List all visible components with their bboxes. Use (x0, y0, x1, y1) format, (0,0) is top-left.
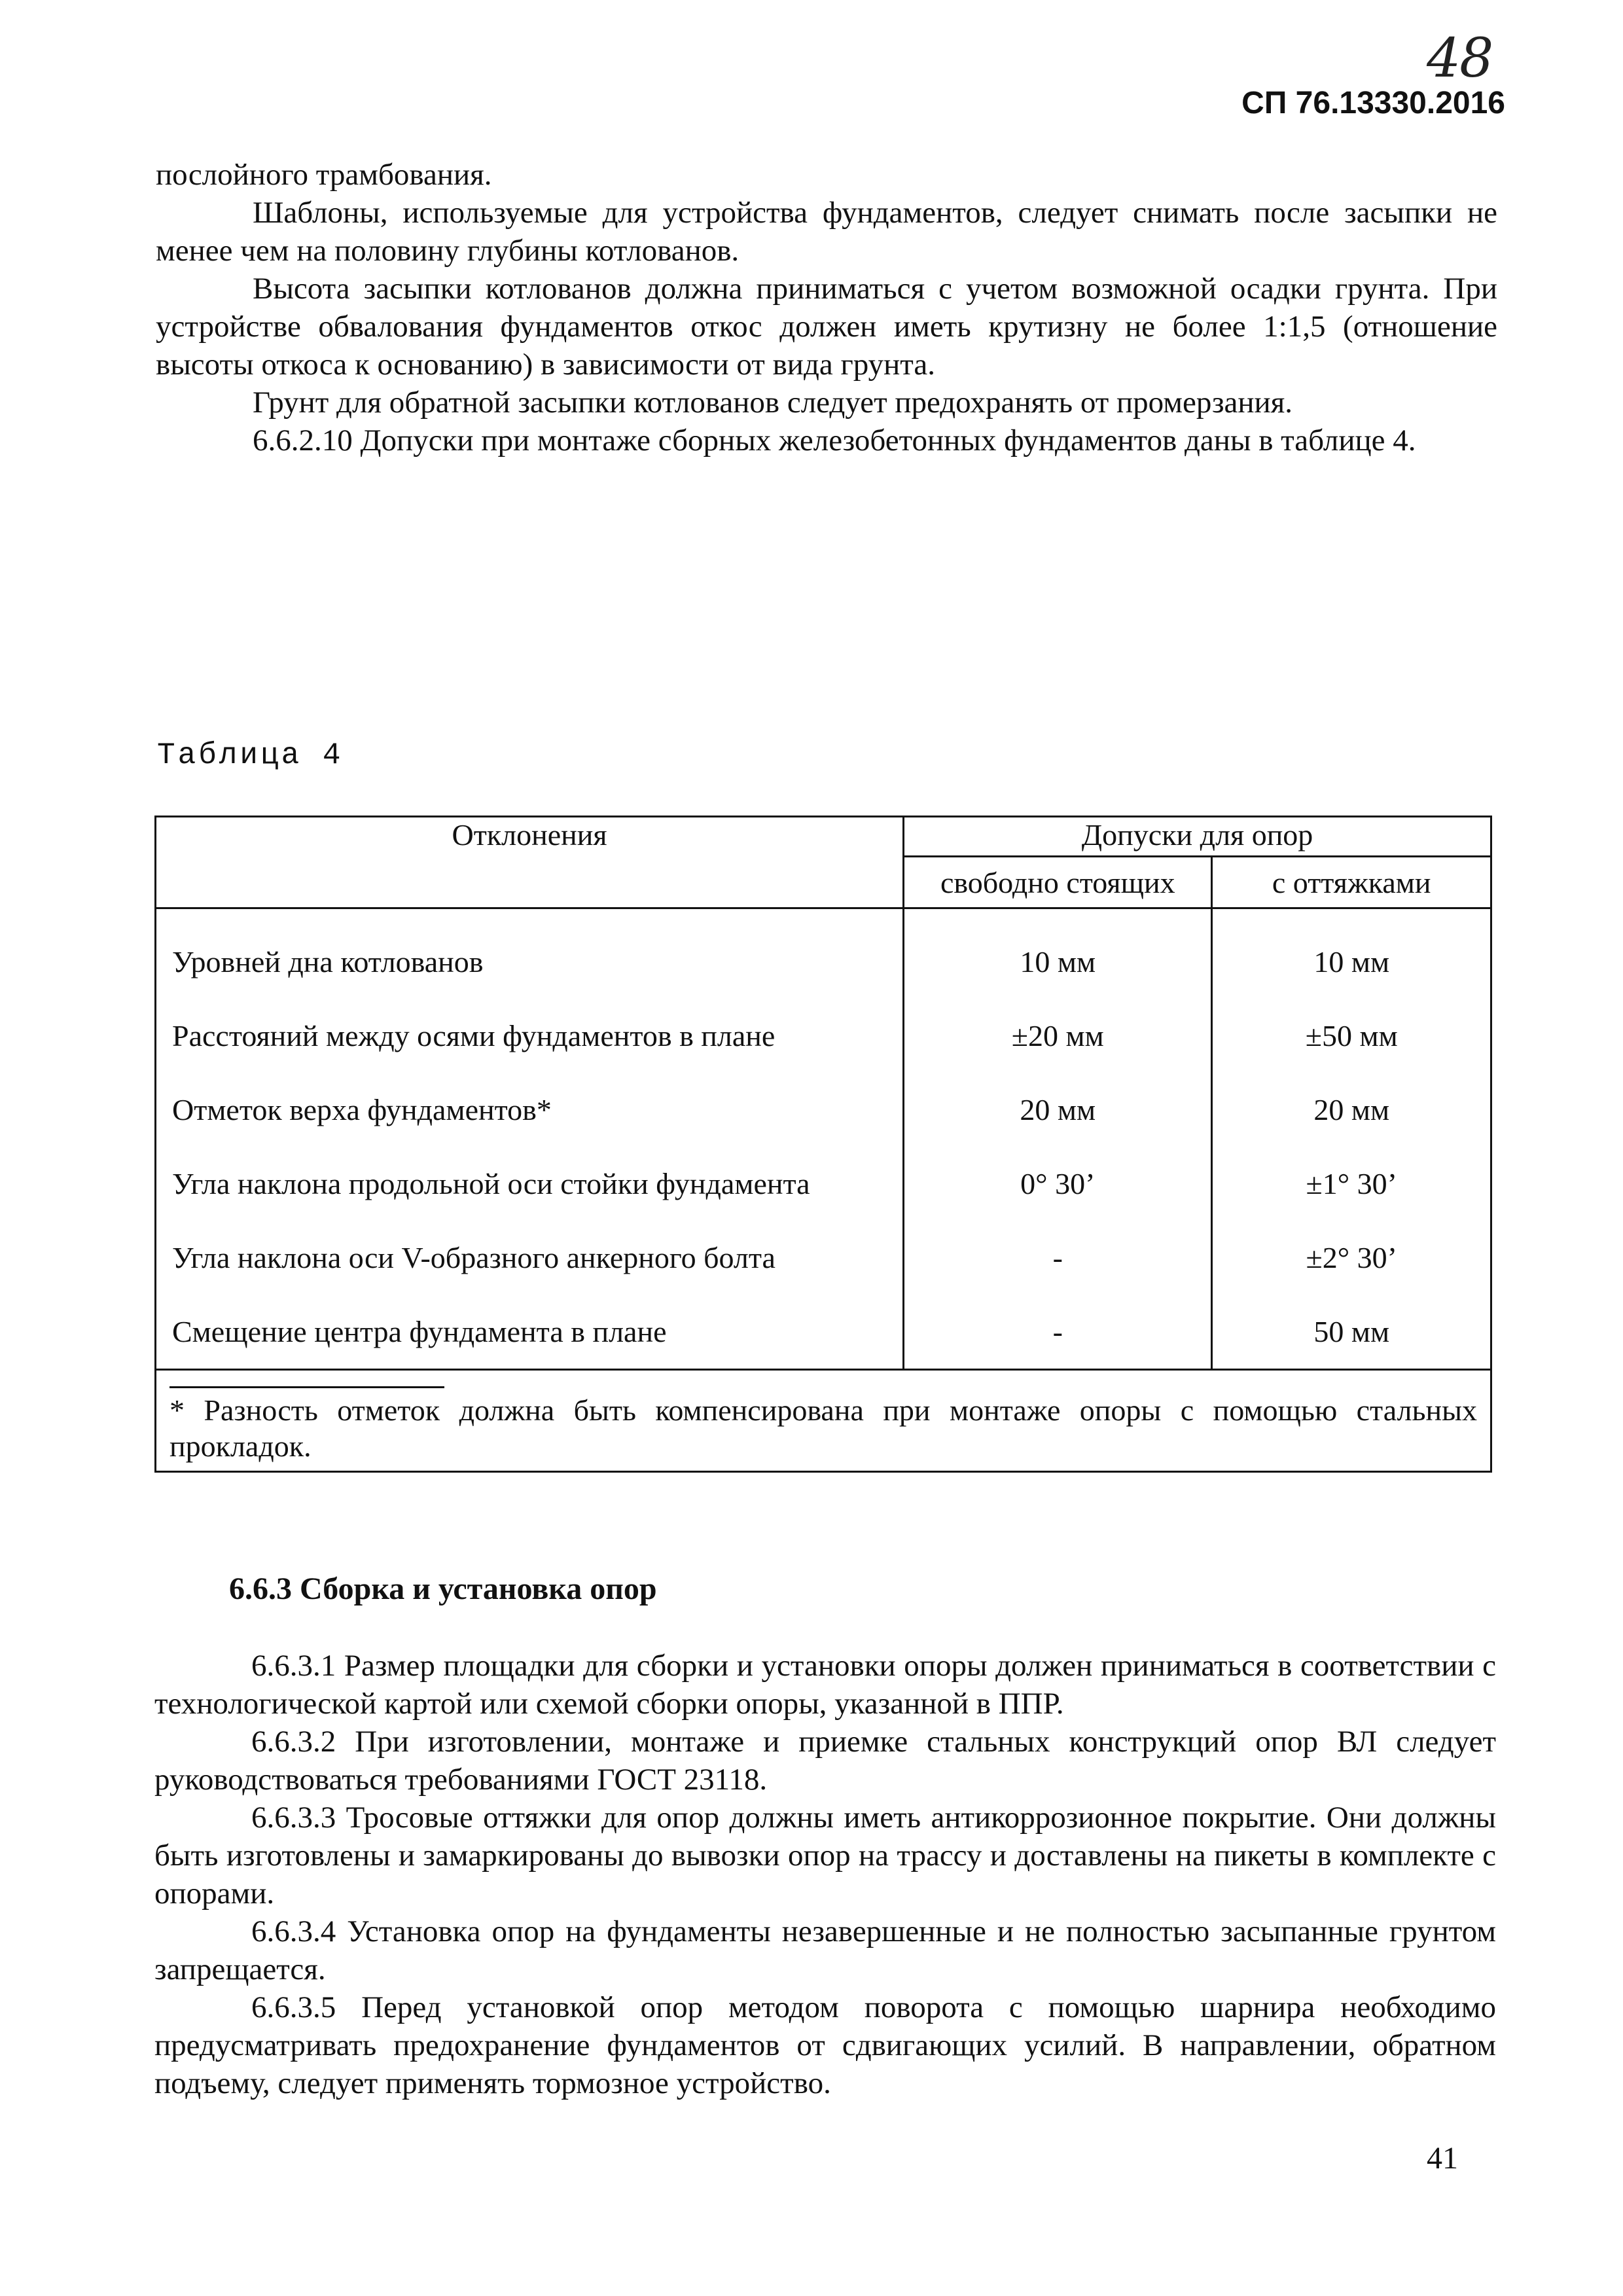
header-free-standing: свободно стоящих (904, 857, 1212, 908)
guyed-value-cell: ±1° 30’ (1212, 1147, 1491, 1221)
handwritten-page-number: 48 (1427, 27, 1493, 90)
guyed-value-cell: ±50 мм (1212, 999, 1491, 1073)
document-code: СП 76.13330.2016 (1241, 86, 1505, 120)
header-guyed: с оттяжками (1212, 857, 1491, 908)
deviation-cell: Угла наклона продольной оси стойки фундамента (156, 1147, 904, 1221)
paragraph-templates: Шаблоны, используемые для устройства фундаментов, следует снимать после засыпки не менее чем на половину глубины котлованов. (156, 196, 1497, 268)
footnote-separator (169, 1386, 444, 1388)
guyed-value-cell: 50 мм (1212, 1295, 1491, 1370)
paragraph-6-6-3-1: 6.6.3.1 Размер площадки для сборки и установки опоры должен приниматься в соответствии с технологической картой или схемой сборки опоры, указанной в ППР. (154, 1649, 1496, 1721)
table-row (156, 1073, 1491, 1147)
header-deviations: Отклонения (156, 817, 904, 908)
deviation-cell: Угла наклона оси V-образного анкерного болта (156, 1221, 904, 1295)
paragraph-6-6-3-2: 6.6.3.2 При изготовлении, монтаже и приемке стальных конструкций опор ВЛ следует руководствоваться требованиями ГОСТ 23118. (154, 1725, 1496, 1797)
deviation-cell: Смещение центра фундамента в плане (156, 1295, 904, 1370)
table-row (156, 1295, 1491, 1370)
paragraph-6-6-2-10: 6.6.2.10 Допуски при монтаже сборных железобетонных фундаментов даны в таблице 4. (253, 423, 1416, 457)
guyed-value-cell: 10 мм (1212, 908, 1491, 999)
table-caption: Таблица 4 (157, 738, 344, 772)
header-tolerances: Допуски для опор (904, 817, 1491, 857)
tolerances-table (154, 816, 1492, 1473)
paragraph-frost-protection: Грунт для обратной засыпки котлованов следует предохранять от промерзания. (253, 386, 1293, 420)
free-value-cell: 20 мм (904, 1073, 1212, 1147)
paragraph-6-6-3-5: 6.6.3.5 Перед установкой опор методом поворота с помощью шарнира необходимо предусматривать предохранение фундаментов от сдвигающих усилий. В направлении, обратном подъему, следует применять тормозное устройство. (154, 1990, 1496, 2100)
paragraph-backfill-height: Высота засыпки котлованов должна приниматься с учетом возможной осадки грунта. При устройстве обвалования фундаментов откос должен иметь крутизну не более 1:1,5 (отношение высоты откоса к основанию) в зависимости от вида грунта. (156, 272, 1497, 382)
deviation-cell: Отметок верха фундаментов* (156, 1073, 904, 1147)
table-row (156, 1221, 1491, 1295)
table-row (156, 1147, 1491, 1221)
footnote-text: * Разность отметок должна быть компенсирована при монтаже опоры с помощью стальных прокладок. (169, 1393, 1477, 1463)
free-value-cell: - (904, 1221, 1212, 1295)
guyed-value-cell: 20 мм (1212, 1073, 1491, 1147)
table-row (156, 999, 1491, 1073)
deviation-cell: Уровней дна котлованов (156, 908, 904, 999)
guyed-value-cell: ±2° 30’ (1212, 1221, 1491, 1295)
footnote-cell (156, 1370, 1491, 1472)
intro-text-block (156, 156, 1497, 459)
free-value-cell: 0° 30’ (904, 1147, 1212, 1221)
paragraph-6-6-3-4: 6.6.3.4 Установка опор на фундаменты незавершенные и не полностью засыпанные грунтом запрещается. (154, 1914, 1496, 1986)
table-row (156, 908, 1491, 999)
free-value-cell: - (904, 1295, 1212, 1370)
page-number: 41 (1427, 2141, 1458, 2176)
free-value-cell: 10 мм (904, 908, 1212, 999)
footnote-row (156, 1370, 1491, 1472)
free-value-cell: ±20 мм (904, 999, 1212, 1073)
deviation-cell: Расстояний между осями фундаментов в плане (156, 999, 904, 1073)
section-heading: 6.6.3 Сборка и установка опор (229, 1571, 657, 1606)
section-text-block (154, 1647, 1496, 2102)
paragraph-6-6-3-3: 6.6.3.3 Тросовые оттяжки для опор должны иметь антикоррозионное покрытие. Они должны быть изготовлены и замаркированы до вывозки опор на трассу и доставлены на пикеты в комплекте с опорами. (154, 1801, 1496, 1910)
paragraph-continuation: послойного трамбования. (156, 158, 492, 192)
